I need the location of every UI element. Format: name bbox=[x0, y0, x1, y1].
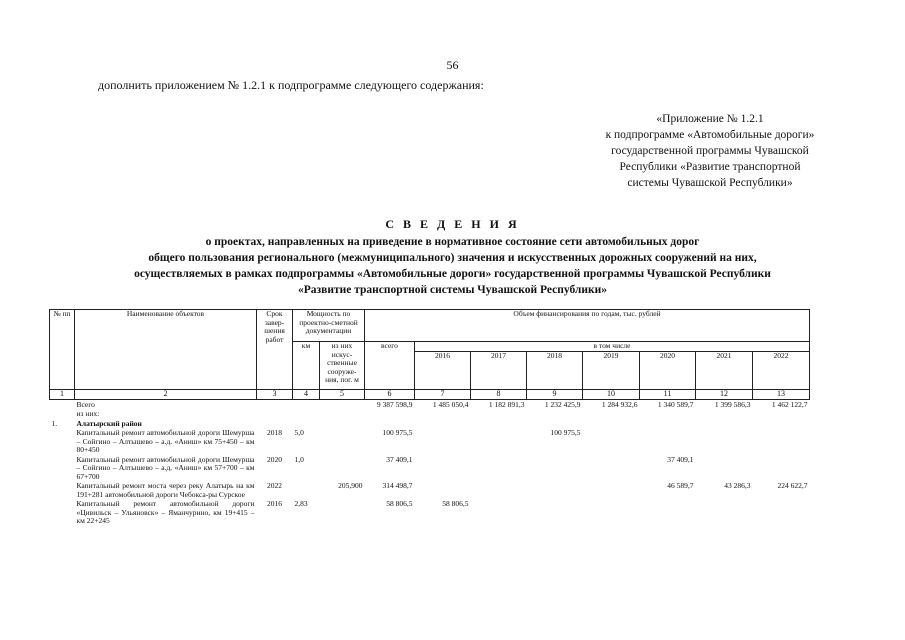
km-cell: 2,83 bbox=[294, 499, 308, 508]
total-2019: 1 284 932,6 bbox=[601, 399, 638, 409]
total-cell: 314 498,7 bbox=[382, 481, 413, 490]
header-name: Наименование объектов bbox=[75, 310, 257, 390]
year-cell bbox=[583, 428, 640, 455]
year-cell bbox=[471, 428, 527, 455]
year-cell bbox=[415, 428, 471, 455]
page-number: 56 bbox=[446, 58, 459, 72]
total-2016: 1 485 050,4 bbox=[432, 399, 469, 409]
object-name: Капитальный ремонт автомобильной дороги «Цивильск – Ульяновск» – Яманчурино, км 19+415 – км 22+245 bbox=[76, 499, 255, 525]
column-number: 2 bbox=[75, 390, 257, 400]
object-name: Капитальный ремонт автомобильной дороги Шемурша – Сойгино – Алтышево – а.д. «Аниш» км 75+450 – км 80+450 bbox=[76, 428, 255, 454]
year-cell bbox=[471, 455, 527, 482]
header-year: 2016 bbox=[415, 352, 471, 390]
year-cell bbox=[696, 428, 753, 455]
year-cell bbox=[753, 455, 810, 482]
header-structures: из них искус-ственные сооруже-ния, пог. м bbox=[320, 342, 365, 390]
header-term: Срок завер-шения работ bbox=[257, 310, 293, 390]
column-number: 4 bbox=[293, 390, 320, 400]
column-number: 9 bbox=[527, 390, 583, 400]
total-2020: 1 340 589,7 bbox=[657, 399, 694, 409]
subtitle-line: общего пользования регионального (межмуниципального) значения и искусственных дорожных сооружений на них, bbox=[148, 252, 757, 264]
column-number: 5 bbox=[320, 390, 365, 400]
table-row bbox=[50, 455, 810, 482]
district-row bbox=[50, 419, 810, 429]
km-cell: 5,0 bbox=[294, 428, 304, 437]
year-cell bbox=[415, 481, 471, 499]
header-km: км bbox=[293, 342, 320, 390]
column-number: 10 bbox=[583, 390, 640, 400]
district-number: 1. bbox=[51, 418, 58, 428]
of-them-row bbox=[50, 409, 810, 419]
column-number: 11 bbox=[640, 390, 696, 400]
total-cell: 58 806,5 bbox=[386, 499, 413, 508]
column-number: 6 bbox=[365, 390, 415, 400]
column-number: 1 bbox=[50, 390, 75, 400]
document-subtitle bbox=[40, 234, 865, 298]
header-year: 2021 bbox=[696, 352, 753, 390]
header-capacity: Мощность по проектно-сметной документации bbox=[293, 310, 365, 342]
header-total: всего bbox=[365, 342, 415, 390]
header-year: 2017 bbox=[471, 352, 527, 390]
term-cell: 2018 bbox=[267, 428, 282, 437]
header-including: в том числе bbox=[415, 342, 810, 352]
total-2022: 1 462 122,7 bbox=[771, 399, 808, 409]
table-row bbox=[50, 481, 810, 499]
year-cell: 224 622,7 bbox=[777, 481, 808, 490]
year-cell bbox=[527, 499, 583, 526]
year-cell: 100 975,5 bbox=[550, 428, 581, 437]
total-value: 9 387 598,9 bbox=[376, 399, 413, 409]
appendix-line: «Приложение № 1.2.1 bbox=[656, 113, 764, 125]
year-cell bbox=[640, 428, 696, 455]
total-2017: 1 182 891,3 bbox=[488, 399, 525, 409]
year-cell bbox=[527, 455, 583, 482]
header-funding: Объем финансирования по годам, тыс. рублей bbox=[365, 310, 810, 342]
header-year: 2022 bbox=[753, 352, 810, 390]
appendix-line: Республики «Развитие транспортной bbox=[619, 161, 801, 173]
document-title: С В Е Д Е Н И Я bbox=[385, 217, 520, 231]
year-cell bbox=[696, 455, 753, 482]
year-cell bbox=[471, 499, 527, 526]
table-row bbox=[50, 428, 810, 455]
column-number: 13 bbox=[753, 390, 810, 400]
term-cell: 2020 bbox=[267, 454, 282, 464]
year-cell bbox=[583, 481, 640, 499]
column-number: 8 bbox=[471, 390, 527, 400]
district-name: Алатырский район bbox=[76, 418, 142, 428]
year-cell bbox=[527, 481, 583, 499]
year-cell: 37 409,1 bbox=[667, 454, 694, 464]
intro-text: дополнить приложением № 1.2.1 к подпрограмме следующего содержания: bbox=[98, 78, 484, 92]
projects-table bbox=[49, 309, 810, 526]
structures-cell: 205,900 bbox=[338, 481, 363, 490]
header-year: 2020 bbox=[640, 352, 696, 390]
appendix-line: к подпрограмме «Автомобильные дороги» bbox=[605, 129, 815, 141]
total-row bbox=[50, 399, 810, 409]
year-cell: 43 286,3 bbox=[724, 481, 751, 490]
km-cell: 1,0 bbox=[294, 454, 304, 464]
structures-cell bbox=[320, 499, 365, 526]
year-cell: 58 806,5 bbox=[442, 499, 469, 508]
header-num: № пп bbox=[50, 310, 75, 390]
year-cell bbox=[696, 499, 753, 526]
subtitle-line: о проектах, направленных на приведение в нормативное состояние сети автомобильных дорог bbox=[205, 236, 700, 248]
structures-cell bbox=[320, 455, 365, 482]
object-name: Капитальный ремонт автомобильной дороги Шемурша – Сойгино – Алтышево – а.д. «Аниш» км 57+700 – км 67+700 bbox=[76, 454, 255, 481]
year-cell bbox=[753, 499, 810, 526]
column-number: 7 bbox=[415, 390, 471, 400]
object-name: Капитальный ремонт моста через реку Алатырь на км 191+281 автомобильной дороги Чебокса-ры Сурское bbox=[76, 481, 255, 499]
total-cell: 37 409,1 bbox=[386, 454, 413, 464]
term-cell: 2022 bbox=[267, 481, 282, 490]
year-cell bbox=[583, 455, 640, 482]
year-cell bbox=[583, 499, 640, 526]
term-cell: 2016 bbox=[267, 499, 282, 508]
km-cell bbox=[293, 481, 320, 499]
total-2021: 1 399 586,3 bbox=[714, 399, 751, 409]
year-cell bbox=[471, 481, 527, 499]
column-numbers-row bbox=[50, 390, 810, 400]
appendix-line: системы Чувашской Республики» bbox=[627, 177, 793, 189]
projects-table-wrapper bbox=[49, 309, 810, 526]
year-cell bbox=[640, 499, 696, 526]
subtitle-line: осуществляемых в рамках подпрограммы «Автомобильные дороги» государственной программы Чувашской Республики bbox=[134, 268, 771, 280]
header-year: 2019 bbox=[583, 352, 640, 390]
header-year: 2018 bbox=[527, 352, 583, 390]
table-row bbox=[50, 499, 810, 526]
of-them-label: из них: bbox=[76, 409, 100, 418]
total-cell: 100 975,5 bbox=[382, 428, 413, 437]
appendix-line: государственной программы Чувашской bbox=[611, 145, 809, 157]
year-cell: 46 589,7 bbox=[667, 481, 694, 490]
total-2018: 1 232 425,9 bbox=[544, 399, 581, 409]
structures-cell bbox=[320, 428, 365, 455]
subtitle-line: «Развитие транспортной системы Чувашской Республики» bbox=[297, 284, 607, 296]
year-cell bbox=[415, 455, 471, 482]
column-number: 3 bbox=[257, 390, 293, 400]
year-cell bbox=[753, 428, 810, 455]
total-label: Всего bbox=[76, 399, 95, 409]
column-number: 12 bbox=[696, 390, 753, 400]
appendix-block bbox=[560, 111, 860, 191]
